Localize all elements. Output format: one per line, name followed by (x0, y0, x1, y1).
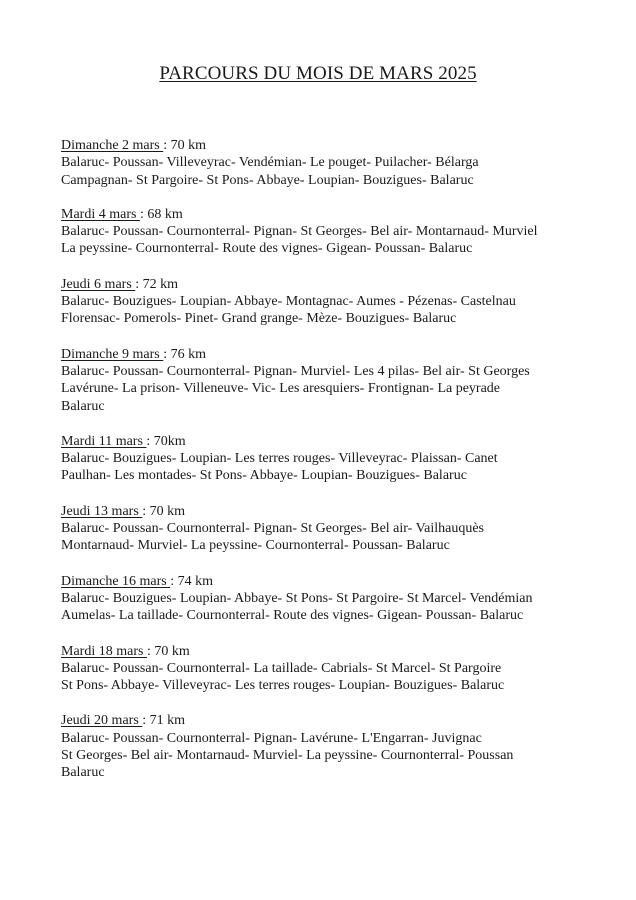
route-header (61, 137, 621, 154)
route-distance: : 70 km (142, 503, 186, 519)
route-line: Balaruc- Poussan- Cournonterral- Pignan- St Georges- Bel air- Montarnaud- Murviel (61, 224, 538, 240)
route-line: Balaruc- Poussan- Cournonterral- Pignan- St Georges- Bel air- Vailhauquès (61, 521, 484, 537)
route-line: Aumelas- La taillade- Cournonterral- Route des vignes- Gigean- Poussan- Balaruc (61, 608, 524, 624)
route-entry (61, 712, 621, 781)
route-line: Florensac- Pomerols- Pinet- Grand grange- Mèze- Bouzigues- Balaruc (61, 311, 457, 327)
route-line: Balaruc- Bouzigues- Loupian- Abbaye- Montagnac- Aumes - Pézenas- Castelnau (61, 294, 516, 310)
route-header (61, 643, 621, 660)
route-distance: : 74 km (170, 573, 214, 589)
route-line: Montarnaud- Murviel- La peyssine- Cournonterral- Poussan- Balaruc (61, 538, 450, 554)
route-line: Balaruc- Poussan- Cournonterral- Pignan- Lavérune- L'Engarran- Juvignac (61, 730, 482, 746)
route-distance: : 68 km (139, 206, 183, 222)
route-date: Mardi 4 mars (61, 206, 140, 222)
route-distance: : 72 km (135, 276, 179, 292)
route-distance: : 70km (146, 433, 186, 449)
route-line: Balaruc- Poussan- Cournonterral- Pignan- Murviel- Les 4 pilas- Bel air- St Georges (61, 363, 530, 379)
route-entry (61, 643, 621, 695)
route-entry (61, 573, 621, 625)
route-line: Campagnan- St Pargoire- St Pons- Abbaye- Loupian- Bouzigues- Balaruc (61, 172, 474, 188)
route-distance: : 76 km (163, 346, 207, 362)
route-line: St Pons- Abbaye- Villeveyrac- Les terres rouges- Loupian- Bouzigues- Balaruc (61, 678, 505, 694)
route-date: Jeudi 20 mars (61, 713, 143, 729)
route-header (61, 206, 621, 223)
route-date: Dimanche 16 mars (61, 573, 171, 589)
route-line: La peyssine- Cournonterral- Route des vignes- Gigean- Poussan- Balaruc (61, 241, 473, 257)
route-line: Balaruc (61, 765, 105, 781)
route-entry (61, 137, 621, 189)
route-header (61, 346, 621, 363)
route-header (61, 712, 621, 729)
route-distance: : 71 km (142, 713, 186, 729)
route-date: Jeudi 13 mars (61, 503, 143, 519)
route-entry (61, 346, 621, 415)
route-header (61, 503, 621, 520)
route-entry (61, 206, 621, 258)
route-line: Balaruc- Poussan- Villeveyrac- Vendémian- Le pouget- Puilacher- Bélarga (61, 155, 479, 171)
route-line: Balaruc (61, 398, 105, 414)
page-title: PARCOURS DU MOIS DE MARS 2025 (159, 63, 477, 84)
route-line: Balaruc- Bouzigues- Loupian- Les terres rouges- Villeveyrac- Plaissan- Canet (61, 451, 498, 467)
route-header (61, 433, 621, 450)
route-line: St Georges- Bel air- Montarnaud- Murviel- La peyssine- Cournonterral- Poussan (61, 748, 514, 764)
route-entry (61, 276, 621, 328)
route-date: Mardi 18 mars (61, 643, 147, 659)
route-line: Balaruc- Bouzigues- Loupian- Abbaye- St Pons- St Pargoire- St Marcel- Vendémian (61, 590, 533, 606)
route-date: Jeudi 6 mars (61, 276, 136, 292)
route-distance: : 70 km (163, 138, 207, 153)
route-distance: : 70 km (146, 643, 190, 659)
route-date: Dimanche 2 mars (61, 138, 164, 153)
route-date: Dimanche 9 mars (61, 346, 164, 362)
route-line: Paulhan- Les montades- St Pons- Abbaye- Loupian- Bouzigues- Balaruc (61, 468, 467, 484)
route-header (61, 573, 621, 590)
route-entry (61, 433, 621, 485)
route-header (61, 276, 621, 293)
route-date: Mardi 11 mars (61, 433, 147, 449)
route-line: Lavérune- La prison- Villeneuve- Vic- Les aresquiers- Frontignan- La peyrade (61, 381, 501, 397)
route-list (61, 137, 621, 800)
route-line: Balaruc- Poussan- Cournonterral- La taillade- Cabrials- St Marcel- St Pargoire (61, 660, 502, 676)
route-entry (61, 503, 621, 555)
